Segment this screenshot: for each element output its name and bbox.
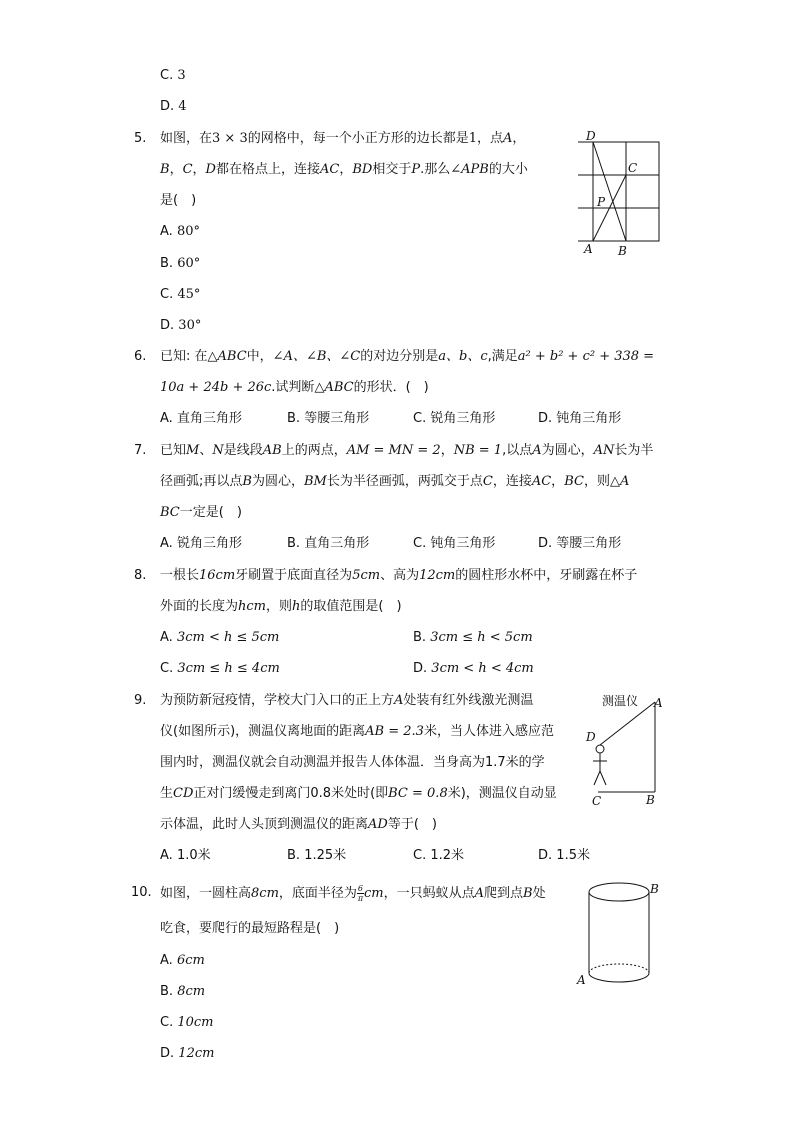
cylinder-bottom-back bbox=[589, 964, 649, 973]
q10-cylinder-figure bbox=[574, 876, 666, 994]
q8-line2: 外面的长度为hcm，则h的取值范围是( ) bbox=[160, 599, 402, 614]
q10-option-b[interactable]: B. 8cm bbox=[160, 984, 206, 999]
cylinder-top bbox=[589, 883, 649, 901]
q6-number: 6. bbox=[134, 349, 147, 364]
segment-ad bbox=[600, 702, 655, 745]
label-b: B bbox=[650, 882, 659, 896]
q8-option-c[interactable]: C. 3cm ≤ h ≤ 4cm bbox=[160, 661, 280, 676]
q7-option-c[interactable]: C. 钝角三角形 bbox=[413, 536, 496, 551]
q9-option-c[interactable]: C. 1.2米 bbox=[413, 848, 465, 863]
q7-option-a[interactable]: A. 锐角三角形 bbox=[160, 536, 242, 551]
q10-option-c[interactable]: C. 10cm bbox=[160, 1015, 214, 1030]
label-c: C bbox=[628, 161, 638, 175]
fraction-6-over-pi: $\frac{6}{\pi}$ bbox=[357, 884, 364, 903]
label-b: B bbox=[646, 793, 655, 807]
q9-option-b[interactable]: B. 1.25米 bbox=[287, 848, 347, 863]
q6-line2: 10a + 24b + 26c.试判断△ABC的形状．( ) bbox=[160, 380, 429, 395]
leg-left bbox=[594, 771, 600, 785]
q8-option-a[interactable]: A. 3cm < h ≤ 5cm bbox=[160, 630, 280, 645]
q8-option-b[interactable]: B. 3cm ≤ h < 5cm bbox=[413, 630, 533, 645]
q6-option-b[interactable]: B. 等腰三角形 bbox=[287, 411, 370, 426]
q9-option-d[interactable]: D. 1.5米 bbox=[538, 848, 590, 863]
q9-line5: 示体温，此时人头顶到测温仪的距离AD等于( ) bbox=[160, 817, 437, 832]
q9-line2: 仪(如图所示)，测温仪离地面的距离AB = 2.3米，当人体进入感应范 bbox=[160, 724, 554, 739]
q9-line4: 生CD正对门缓慢走到离门0.8米处时(即BC = 0.8米)，测温仪自动显 bbox=[160, 786, 557, 801]
label-a: A bbox=[577, 973, 586, 987]
label-a: A bbox=[584, 242, 593, 256]
q9-line3: 围内时，测温仪就会自动测温并报告人体体温．当身高为1.7米的学 bbox=[160, 755, 545, 770]
q9-option-a[interactable]: A. 1.0米 bbox=[160, 848, 211, 863]
q9-thermometer-figure bbox=[580, 688, 672, 810]
q5-option-c[interactable]: C. 45° bbox=[160, 287, 201, 302]
q6-option-a[interactable]: A. 直角三角形 bbox=[160, 411, 242, 426]
q10-option-d[interactable]: D. 12cm bbox=[160, 1046, 215, 1061]
q6-option-c[interactable]: C. 锐角三角形 bbox=[413, 411, 496, 426]
q7-line3: BC一定是( ) bbox=[160, 505, 242, 520]
q10-line1: 如图，一圆柱高8cm，底面半径为 $\frac{6}{\pi}$ cm，一只蚂蚁从点A爬到点B处 bbox=[160, 884, 546, 903]
prev-option-c: C. 3 bbox=[160, 68, 186, 83]
q7-line1: 已知M、N是线段AB上的两点，AM = MN = 2，NB = 1,以点A为圆心，AN长为半 bbox=[160, 443, 654, 458]
q7-line2: 径画弧;再以点B为圆心，BM长为半径画弧，两弧交于点C，连接AC，BC，则△A bbox=[160, 474, 630, 489]
q7-option-d[interactable]: D. 等腰三角形 bbox=[538, 536, 622, 551]
label-a: A bbox=[654, 696, 663, 710]
q10-number: 10. bbox=[131, 885, 152, 900]
label-d: D bbox=[586, 730, 596, 744]
fig-title-thermometer: 测温仪 bbox=[602, 694, 639, 708]
q5-figure-labels bbox=[560, 126, 670, 258]
q10-line2: 吃食，要爬行的最短路程是( ) bbox=[160, 921, 340, 936]
leg-right bbox=[600, 771, 606, 785]
q5-option-d[interactable]: D. 30° bbox=[160, 318, 202, 333]
label-b: B bbox=[618, 244, 627, 258]
label-d: D bbox=[586, 129, 596, 143]
q7-number: 7. bbox=[134, 443, 147, 458]
q8-option-d[interactable]: D. 3cm < h < 4cm bbox=[413, 661, 534, 676]
label-c: C bbox=[592, 794, 602, 808]
q6-line1: 已知: 在△ABC中，∠A、∠B、∠C的对边分别是a、b、c,满足a² + b² + c² + 338 = bbox=[160, 349, 655, 364]
q5-line1: 如图，在3 × 3的网格中，每一个小正方形的边长都是1，点A， bbox=[160, 131, 526, 146]
q9-line1: 为预防新冠疫情，学校大门入口的正上方A处装有红外线激光测温 bbox=[160, 693, 534, 708]
q8-line1: 一根长16cm牙刷置于底面直径为5cm、高为12cm的圆柱形水杯中，牙刷露在杯子 bbox=[160, 568, 638, 583]
q5-number: 5. bbox=[134, 131, 147, 146]
q10-option-a[interactable]: A. 6cm bbox=[160, 953, 205, 968]
q5-line3: 是( ) bbox=[160, 193, 197, 208]
q7-option-b[interactable]: B. 直角三角形 bbox=[287, 536, 370, 551]
q9-number: 9. bbox=[134, 693, 147, 708]
prev-option-d: D. 4 bbox=[160, 99, 187, 114]
q5-option-a[interactable]: A. 80° bbox=[160, 224, 200, 239]
cylinder-bottom-front bbox=[589, 973, 649, 982]
q6-option-d[interactable]: D. 钝角三角形 bbox=[538, 411, 622, 426]
head bbox=[596, 745, 604, 753]
q8-number: 8. bbox=[134, 568, 147, 583]
label-p: P bbox=[597, 195, 606, 209]
q5-line2: B，C，D都在格点上，连接AC，BD相交于P.那么∠APB的大小 bbox=[160, 162, 528, 177]
q5-option-b[interactable]: B. 60° bbox=[160, 256, 201, 271]
